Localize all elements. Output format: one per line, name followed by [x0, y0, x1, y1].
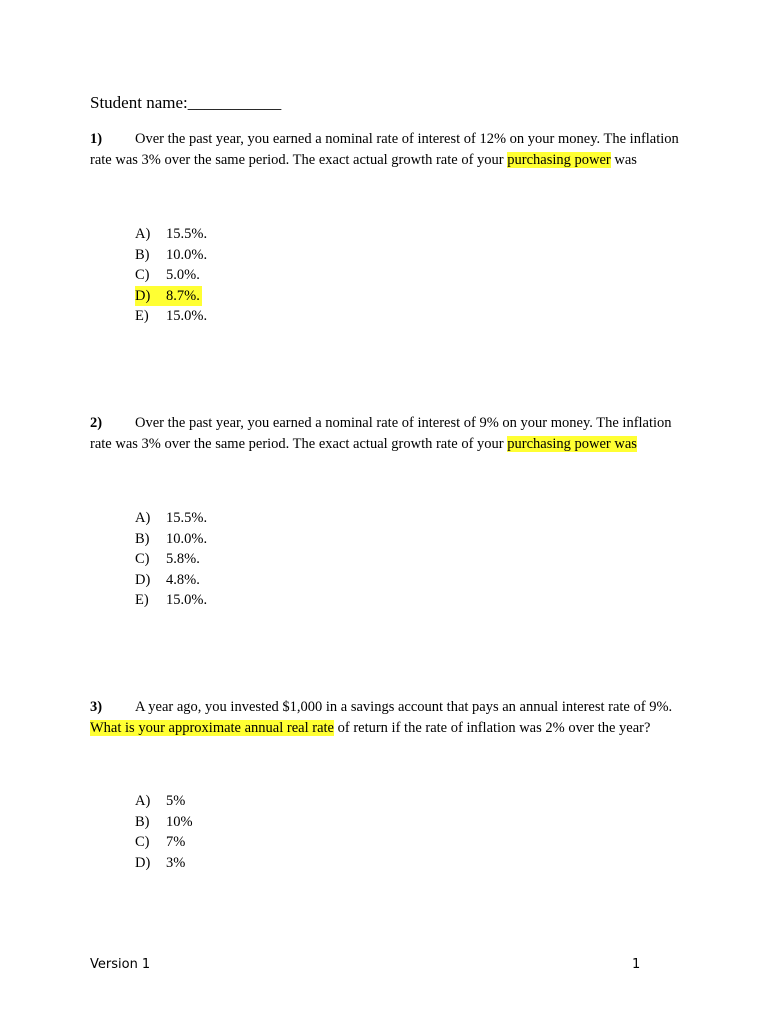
question-2	[90, 413, 680, 454]
highlighted-text: purchasing power	[507, 151, 611, 168]
option-text: 10%	[166, 813, 193, 830]
option-letter: D)	[135, 854, 151, 871]
option-text: 4.8%.	[166, 571, 200, 588]
option-text: 8.7%.	[166, 287, 200, 304]
option-a	[135, 791, 193, 812]
highlighted-text: purchasing power was	[507, 435, 637, 452]
option-text: 10.0%.	[166, 530, 208, 547]
footer-page-number: 1	[632, 957, 641, 972]
option-letter: C)	[135, 834, 150, 851]
option-d	[135, 570, 207, 591]
option-letter: A)	[135, 226, 151, 242]
option-letter: A)	[135, 510, 151, 526]
option-letter: D)	[135, 287, 151, 304]
question-3-options	[135, 791, 193, 873]
option-text: 5%	[166, 793, 186, 809]
option-b	[135, 529, 207, 550]
option-c	[135, 265, 207, 286]
option-letter: E)	[135, 592, 149, 609]
option-b	[135, 245, 207, 266]
question-text: A year ago, you invested $1,000 in a savings account that pays an annual interest rate of 9%.	[135, 699, 673, 715]
option-text: 15.0%.	[166, 308, 208, 325]
option-c	[135, 549, 207, 570]
question-2-options	[135, 508, 207, 611]
question-number: 3)	[90, 699, 103, 715]
option-text: 15.5%.	[166, 226, 208, 242]
option-a	[135, 224, 207, 245]
question-number: 1)	[90, 131, 103, 147]
option-c	[135, 832, 193, 853]
option-letter: B)	[135, 246, 150, 263]
option-letter: B)	[135, 813, 150, 830]
question-1-options	[135, 224, 207, 327]
option-d	[135, 853, 193, 874]
option-letter: E)	[135, 308, 149, 325]
student-name-line: Student name:___________	[90, 93, 282, 112]
option-b	[135, 812, 193, 833]
question-text: of return if the rate of inflation was 2% over the year?	[333, 719, 651, 736]
option-letter: D)	[135, 571, 151, 588]
option-letter: A)	[135, 793, 151, 809]
question-1	[90, 129, 680, 170]
option-letter: C)	[135, 267, 150, 284]
footer-version: Version 1	[90, 957, 151, 972]
option-text: 5.8%.	[166, 551, 200, 568]
option-text: 10.0%.	[166, 246, 208, 263]
option-text: 15.0%.	[166, 592, 208, 609]
question-number: 2)	[90, 415, 103, 431]
option-text: 15.5%.	[166, 510, 208, 526]
option-e	[135, 590, 207, 611]
question-text: was	[610, 151, 637, 168]
question-3	[90, 697, 680, 738]
option-text: 7%	[166, 834, 186, 851]
question-text: Over the past year, you earned a nominal rate of interest of 9% on your money. The inflation rate was 3% over the same period. The exact actual growth rate of your	[90, 415, 672, 452]
option-letter: C)	[135, 551, 150, 568]
option-e	[135, 306, 207, 327]
option-text: 3%	[166, 854, 186, 871]
option-letter: B)	[135, 530, 150, 547]
question-text: Over the past year, you earned a nominal rate of interest of 12% on your money. The inflation rate was 3% over the same period. The exact actual growth rate of your	[90, 131, 679, 168]
highlighted-text: What is your approximate annual real rate	[90, 719, 334, 736]
option-text: 5.0%.	[166, 267, 200, 284]
option-d-highlighted	[135, 286, 207, 307]
option-a	[135, 508, 207, 529]
